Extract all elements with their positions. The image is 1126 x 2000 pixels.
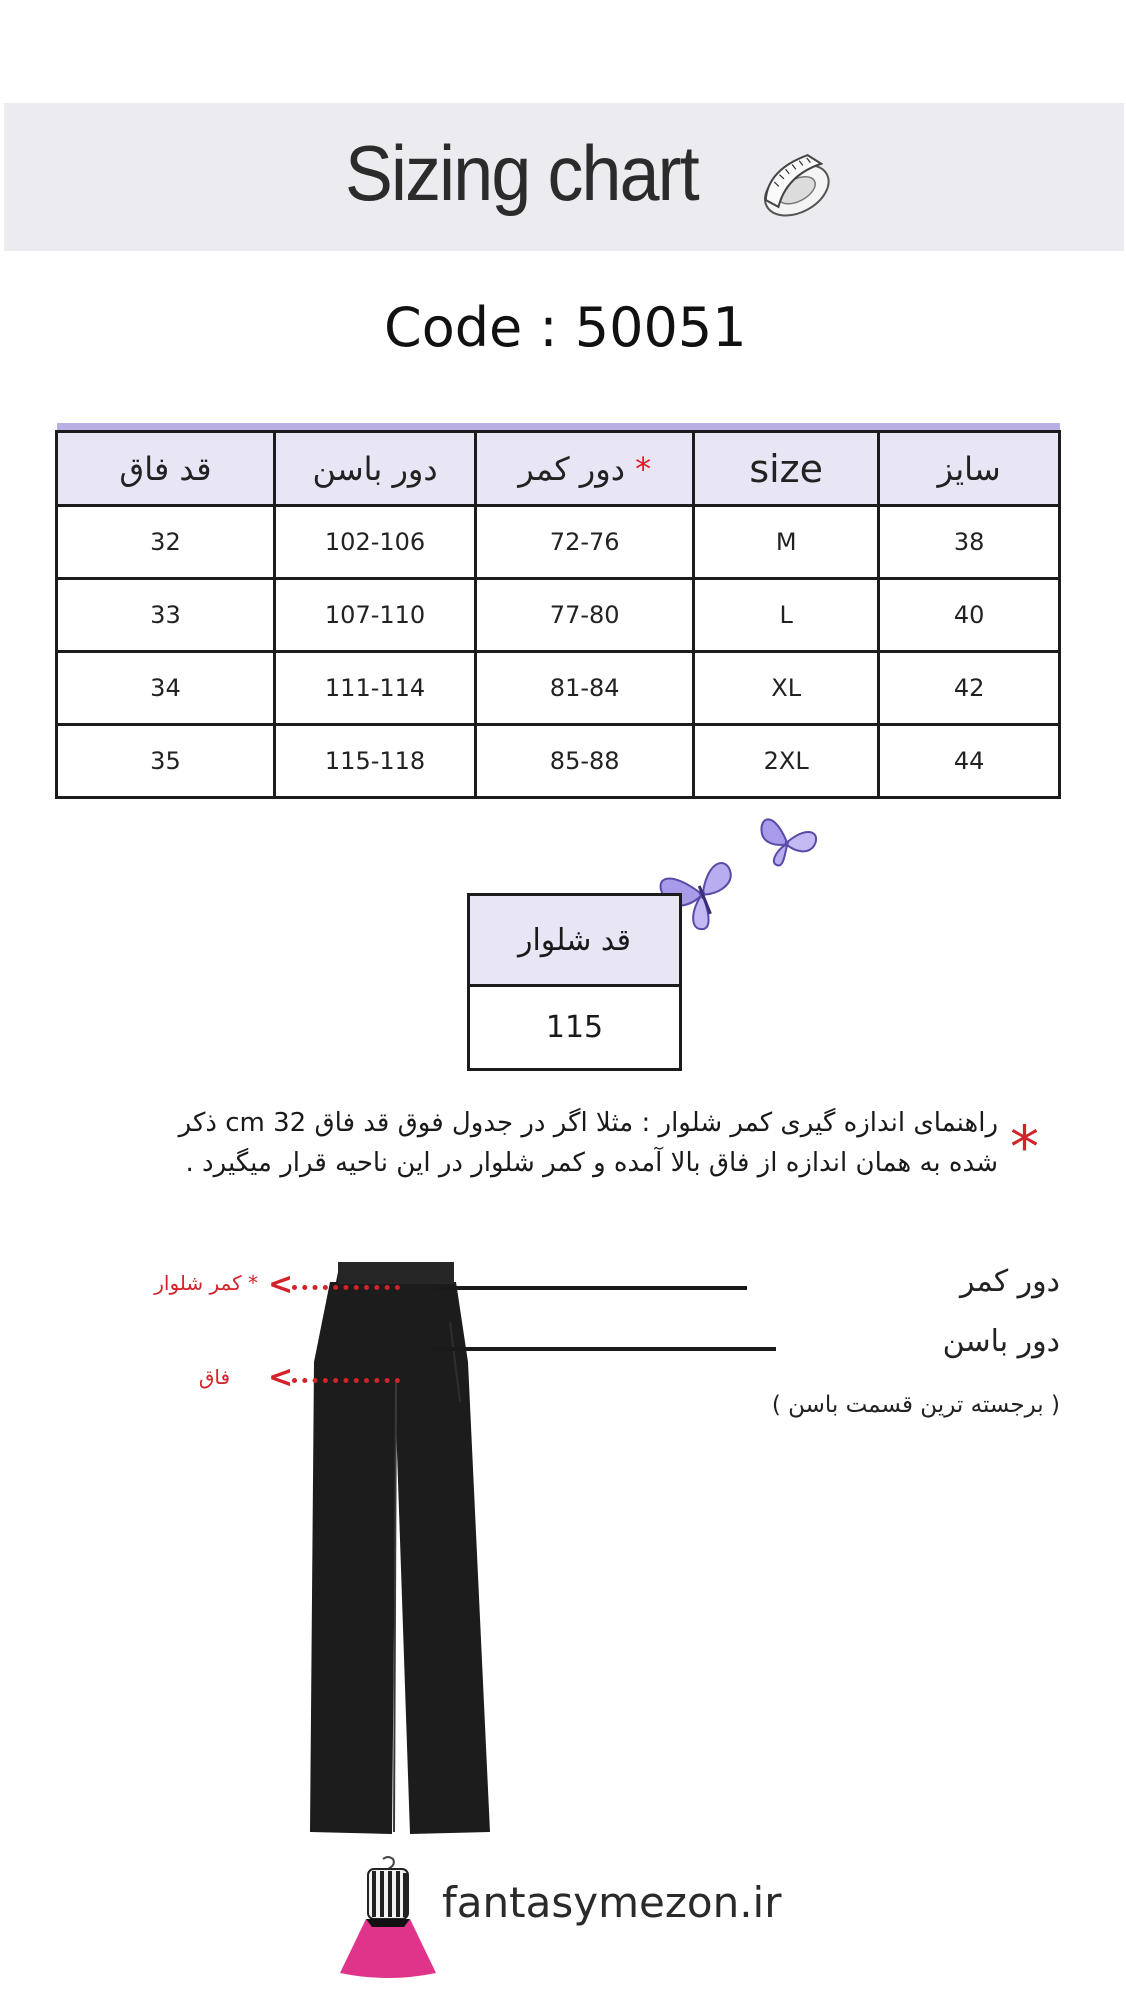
header-size-fa: سایز [879, 432, 1060, 506]
note-line-1: راهنمای اندازه گیری کمر شلوار : مثلا اگر در جدول فوق قد فاق 32 cm ذکر [178, 1108, 998, 1138]
header-hip: دور باسن [274, 432, 475, 506]
arrow-left-icon: < [268, 1360, 294, 1395]
page-title: Sizing chart [345, 129, 698, 217]
cell-hip: 111-114 [274, 652, 475, 725]
pants-waist-label: * کمر شلوار [154, 1271, 258, 1295]
dress-logo-icon [338, 1855, 438, 1980]
cell-waist: 72-76 [476, 506, 694, 579]
table-row [57, 506, 1060, 579]
cell-size: 2XL [694, 725, 879, 798]
hip-label: دور باسن [942, 1324, 1060, 1359]
header-size-en: size [694, 432, 879, 506]
measurement-note [78, 1103, 998, 1183]
header-waist-star: * [635, 449, 652, 488]
cell-size: M [694, 506, 879, 579]
cell-hip: 107-110 [274, 579, 475, 652]
cell-pants-length: 115 [469, 986, 681, 1070]
table-header-row [469, 895, 681, 986]
product-code: Code : 50051 [384, 296, 747, 359]
header-waist [476, 432, 694, 506]
table-header-row [57, 432, 1060, 506]
cell-waist: 77-80 [476, 579, 694, 652]
cell-num: 40 [879, 579, 1060, 652]
header-waist-label: دور کمر [518, 449, 625, 488]
brand-site: fantasymezon.ir [442, 1878, 782, 1927]
cell-num: 42 [879, 652, 1060, 725]
cell-hip: 102-106 [274, 506, 475, 579]
hip-pointer-line [432, 1347, 776, 1351]
header-pants-length: قد شلوار [469, 895, 681, 986]
table-top-bar [57, 423, 1060, 432]
table-row [469, 986, 681, 1070]
size-table [55, 423, 1061, 799]
note-star-icon: * [1010, 1113, 1039, 1181]
butterfly-icon [752, 811, 822, 873]
cell-inseam: 34 [57, 652, 275, 725]
pants-length-table [467, 893, 682, 1071]
note-line-2: شده به همان اندازه از فاق بالا آمده و کمر شلوار در این ناحیه قرار میگیرد . [185, 1148, 998, 1178]
cell-num: 44 [879, 725, 1060, 798]
table-row [57, 725, 1060, 798]
cell-hip: 115-118 [274, 725, 475, 798]
crotch-dotted-line [292, 1378, 400, 1383]
cell-num: 38 [879, 506, 1060, 579]
pants-waist-dotted-line [292, 1285, 400, 1290]
arrow-left-icon: < [268, 1267, 294, 1302]
waist-pointer-line [435, 1286, 747, 1290]
cell-inseam: 32 [57, 506, 275, 579]
cell-waist: 85-88 [476, 725, 694, 798]
hip-note: ( برجسته ترین قسمت باسن ) [771, 1392, 1060, 1418]
measuring-tape-icon [748, 139, 840, 231]
waist-label: دور کمر [959, 1264, 1060, 1299]
cell-size: L [694, 579, 879, 652]
header-inseam: قد فاق [57, 432, 275, 506]
table-row [57, 579, 1060, 652]
cell-waist: 81-84 [476, 652, 694, 725]
cell-inseam: 33 [57, 579, 275, 652]
cell-size: XL [694, 652, 879, 725]
crotch-label: فاق [198, 1365, 230, 1389]
table-row [57, 652, 1060, 725]
cell-inseam: 35 [57, 725, 275, 798]
